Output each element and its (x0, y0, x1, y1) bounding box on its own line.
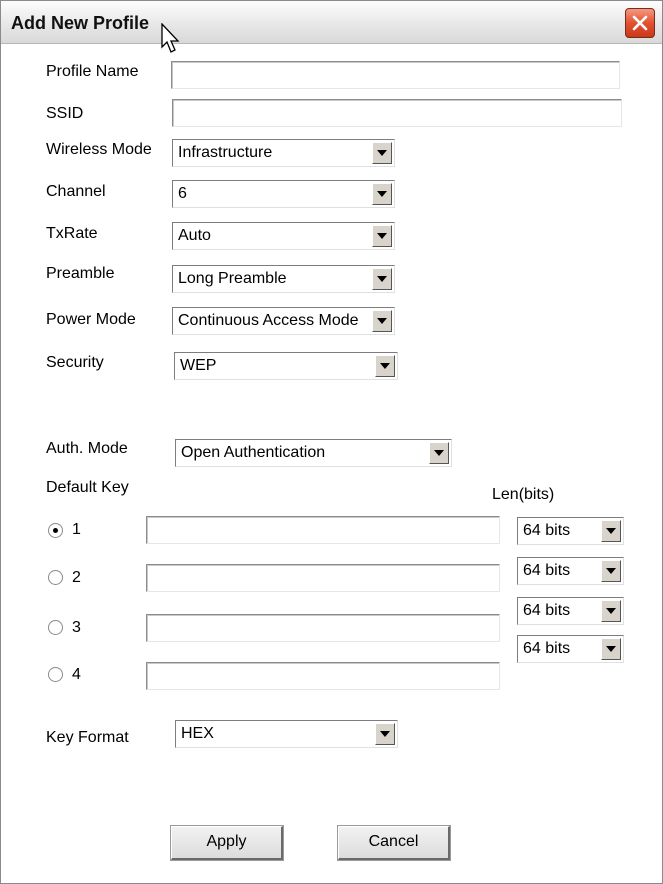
key-1-length-dropdown-button[interactable] (601, 520, 621, 542)
key-2-length-dropdown-button[interactable] (601, 560, 621, 582)
channel-dropdown-button[interactable] (372, 183, 392, 205)
txrate-dropdown-button[interactable] (372, 225, 392, 247)
preamble-select[interactable] (172, 265, 395, 293)
power-mode-select[interactable] (172, 307, 395, 335)
power-mode-value: Continuous Access Mode (178, 312, 359, 329)
mouse-cursor-icon (161, 23, 181, 55)
default-key-label: Default Key (46, 479, 129, 496)
key-3-length-value: 64 bits (523, 602, 571, 619)
key-4-length-select[interactable] (517, 635, 624, 663)
power-mode-label: Power Mode (46, 311, 136, 328)
chevron-down-icon (377, 150, 387, 156)
cancel-button[interactable]: Cancel (338, 826, 450, 860)
radio-selected-dot (53, 528, 58, 533)
txrate-label: TxRate (46, 225, 98, 242)
preamble-label: Preamble (46, 265, 115, 282)
txrate-select[interactable] (172, 222, 395, 250)
preamble-dropdown-button[interactable] (372, 268, 392, 290)
wireless-mode-dropdown-button[interactable] (372, 142, 392, 164)
auth-mode-select[interactable] (175, 439, 452, 467)
chevron-down-icon (377, 191, 387, 197)
title-bar[interactable] (1, 1, 662, 44)
key-2-length-value: 64 bits (523, 562, 571, 579)
key-1-length-select[interactable] (517, 517, 624, 545)
chevron-down-icon (377, 233, 387, 239)
txrate-value: Auto (178, 227, 211, 244)
chevron-down-icon (377, 276, 387, 282)
chevron-down-icon (434, 450, 444, 456)
channel-select[interactable] (172, 180, 395, 208)
key-1-radio[interactable] (48, 523, 63, 538)
channel-value: 6 (178, 185, 187, 202)
key-3-length-select[interactable] (517, 597, 624, 625)
chevron-down-icon (377, 318, 387, 324)
security-label: Security (46, 354, 104, 371)
key-format-dropdown-button[interactable] (375, 723, 395, 745)
chevron-down-icon (606, 568, 616, 574)
ssid-input[interactable] (172, 99, 622, 127)
channel-label: Channel (46, 183, 106, 200)
key-4-input[interactable] (146, 662, 500, 690)
key-3-length-dropdown-button[interactable] (601, 600, 621, 622)
wireless-mode-select[interactable] (172, 139, 395, 167)
key-2-radio[interactable] (48, 570, 63, 585)
wireless-mode-label: Wireless Mode (46, 141, 152, 158)
close-button[interactable] (625, 8, 655, 38)
power-mode-dropdown-button[interactable] (372, 310, 392, 332)
wireless-mode-value: Infrastructure (178, 144, 273, 161)
ssid-label: SSID (46, 105, 84, 122)
key-2-input[interactable] (146, 564, 500, 592)
key-1-input[interactable] (146, 516, 500, 544)
key-1-number: 1 (72, 521, 81, 538)
security-dropdown-button[interactable] (375, 355, 395, 377)
auth-mode-dropdown-button[interactable] (429, 442, 449, 464)
close-icon (632, 15, 648, 31)
key-format-value: HEX (181, 725, 214, 742)
profile-name-input[interactable] (171, 61, 620, 89)
profile-name-label: Profile Name (46, 63, 139, 80)
key-2-number: 2 (72, 569, 81, 586)
chevron-down-icon (380, 363, 390, 369)
chevron-down-icon (606, 528, 616, 534)
chevron-down-icon (380, 731, 390, 737)
security-select[interactable] (174, 352, 398, 380)
key-3-radio[interactable] (48, 620, 63, 635)
key-format-select[interactable] (175, 720, 398, 748)
key-3-number: 3 (72, 619, 81, 636)
key-1-length-value: 64 bits (523, 522, 571, 539)
auth-mode-value: Open Authentication (181, 444, 326, 461)
window-title: Add New Profile (11, 13, 150, 33)
key-length-label: Len(bits) (492, 486, 555, 503)
apply-button[interactable]: Apply (171, 826, 283, 860)
key-4-number: 4 (72, 666, 81, 683)
auth-mode-label: Auth. Mode (46, 440, 128, 457)
key-format-label: Key Format (46, 729, 129, 746)
chevron-down-icon (606, 646, 616, 652)
chevron-down-icon (606, 608, 616, 614)
key-2-length-select[interactable] (517, 557, 624, 585)
security-value: WEP (180, 357, 217, 374)
key-3-input[interactable] (146, 614, 500, 642)
key-4-length-dropdown-button[interactable] (601, 638, 621, 660)
key-4-radio[interactable] (48, 667, 63, 682)
key-4-length-value: 64 bits (523, 640, 571, 657)
preamble-value: Long Preamble (178, 270, 287, 287)
